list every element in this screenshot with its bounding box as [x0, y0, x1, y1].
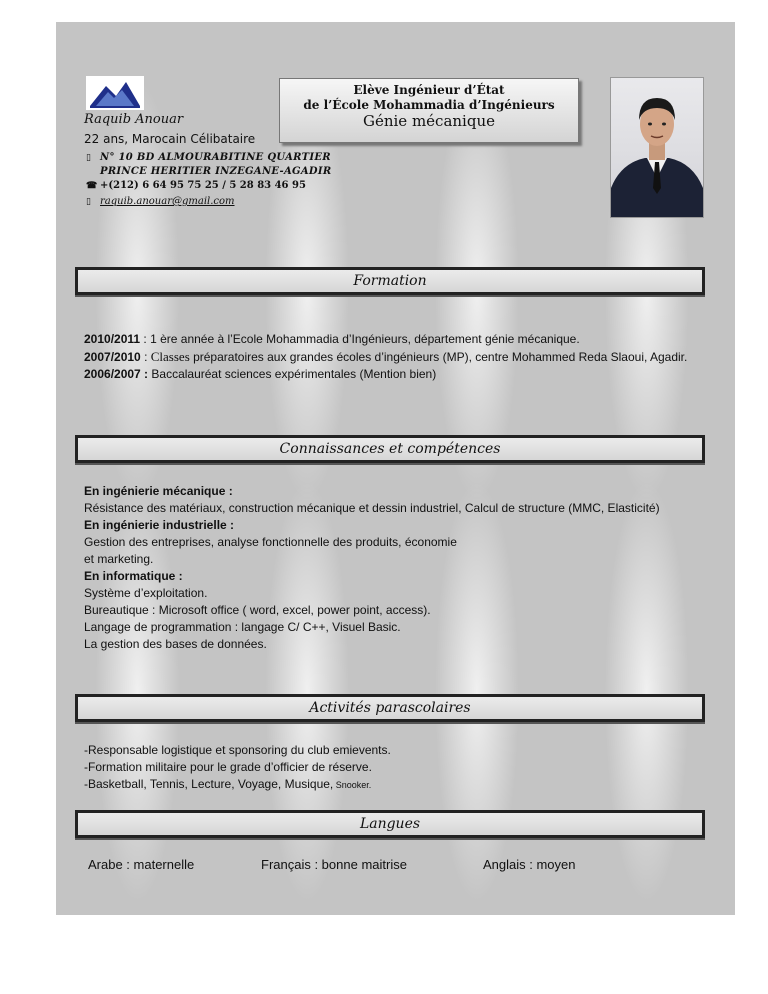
competence-text: Gestion des entreprises, analyse fonctionnelle des produits, économie: [84, 535, 457, 549]
language-anglais: Anglais : moyen: [483, 857, 576, 872]
activity-item: -Basketball, Tennis, Lecture, Voyage, Musique, Snooker.: [84, 777, 372, 791]
address-line-1: ▯ N° 10 BD ALMOURABITINE QUARTIER: [86, 152, 331, 163]
title-line-3: Génie mécanique: [362, 112, 495, 130]
title-line-1: Elève Ingénieur d’État: [353, 83, 505, 97]
competence-heading: En ingénierie mécanique :: [84, 484, 233, 498]
phone-line: ☎ +(212) 6 64 95 75 25 / 5 28 83 46 95: [86, 180, 306, 191]
competence-text: et marketing.: [84, 552, 154, 566]
formation-item: 2010/2011 : 1 ère année à l’Ecole Mohammadia d’Ingénieurs, département génie mécanique.: [84, 332, 580, 346]
section-langues: Langues: [75, 810, 705, 838]
email-link[interactable]: raquib.anouar@gmail.com: [100, 196, 235, 207]
formation-item: 2006/2007 : Baccalauréat sciences expérimentales (Mention bien): [84, 367, 437, 381]
competence-text: Bureautique : Microsoft office ( word, excel, power point, access).: [84, 603, 431, 617]
home-icon: ▯: [86, 153, 91, 163]
candidate-name: Raquib Anouar: [84, 112, 184, 127]
formation-content: [84, 331, 704, 383]
language-francais: Français : bonne maitrise: [261, 857, 407, 872]
mail-icon: ▯: [86, 197, 91, 207]
competence-heading: En ingénierie industrielle :: [84, 518, 235, 532]
activity-item: -Formation militaire pour le grade d’officier de réserve.: [84, 760, 372, 774]
emi-logo: [86, 76, 144, 110]
email-line: [86, 196, 235, 207]
section-activites: Activités parascolaires: [75, 694, 705, 722]
competence-text: Système d’exploitation.: [84, 586, 208, 600]
address-line-2: PRINCE HERITIER INZEGANE-AGADIR: [100, 166, 332, 177]
age-line: 22 ans, Marocain Célibataire: [84, 132, 256, 146]
competence-heading: En informatique :: [84, 569, 183, 583]
activity-item: -Responsable logistique et sponsoring du club emievents.: [84, 743, 391, 757]
competence-text: Résistance des matériaux, construction mécanique et dessin industriel, Calcul de structure (MMC, Elasticité): [84, 501, 660, 515]
section-competences: Connaissances et compétences: [75, 435, 705, 463]
title-line-2: de l’École Mohammadia d’Ingénieurs: [303, 98, 555, 112]
profile-photo: [610, 77, 704, 218]
degree-title-box: [279, 78, 579, 143]
activites-content: [84, 742, 704, 794]
phone-icon: ☎: [86, 181, 98, 191]
competences-content: [84, 483, 704, 653]
section-formation: Formation: [75, 267, 705, 295]
formation-item: 2007/2010 : Classes préparatoires aux grandes écoles d’ingénieurs (MP), centre Mohammed Reda Slaoui, Agadir.: [84, 349, 688, 364]
competence-text: Langage de programmation : langage C/ C++, Visuel Basic.: [84, 620, 401, 634]
language-arabe: Arabe : maternelle: [88, 857, 195, 872]
competence-text: La gestion des bases de données.: [84, 637, 267, 651]
